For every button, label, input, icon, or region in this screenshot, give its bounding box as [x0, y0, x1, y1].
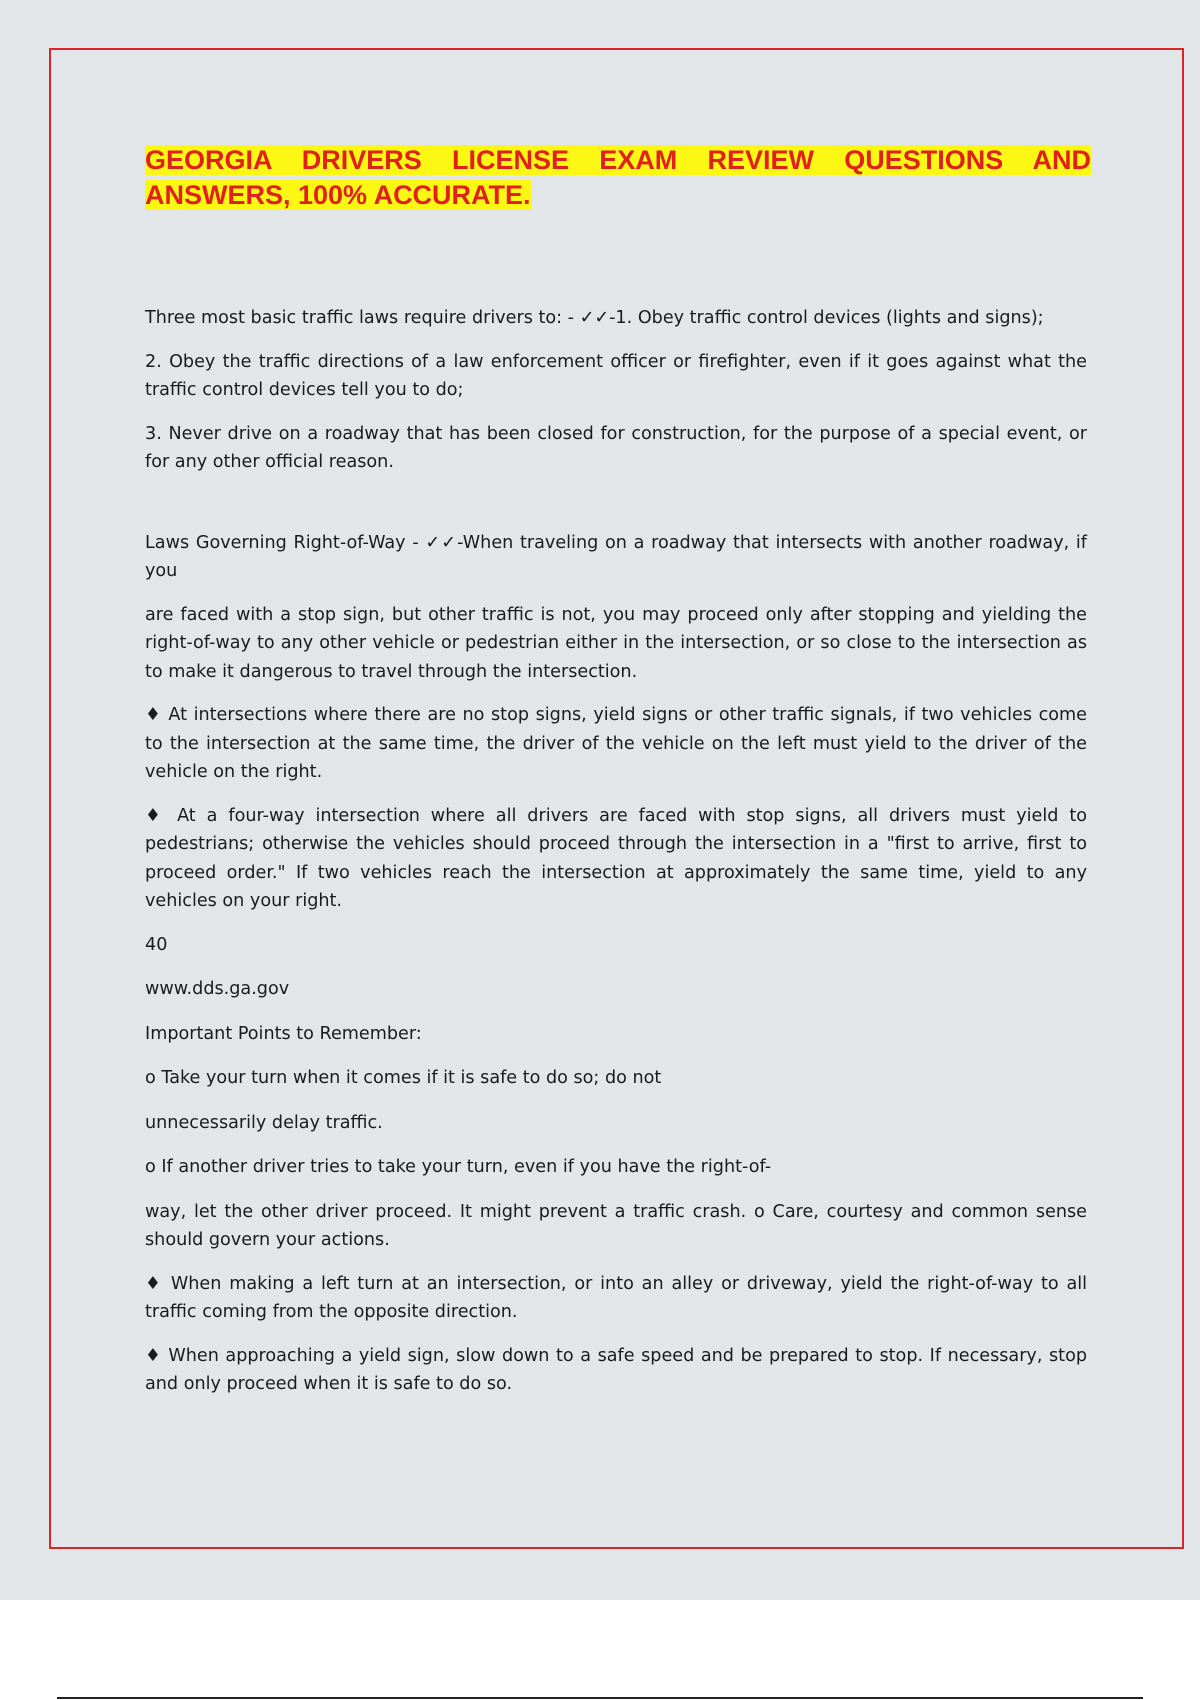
paragraph-four-way-bullet: ♦ At a four-way intersection where all drivers are faced with stop signs, all drivers must yield to pedestrians; otherwise the vehicles should proceed through the intersection in a "first to arrive, first to proceed order." If two vehicles reach the intersection at approximately the same time, yield to any vehicles on your right. — [145, 805, 1087, 911]
list-item-take-turn: o Take your turn when it comes if it is safe to do so; do not — [145, 1068, 662, 1088]
paragraph-basic-laws-3: 3. Never drive on a roadway that has been closed for construction, for the purpose of a special event, or for any other official reason. — [145, 423, 1087, 472]
document-title — [145, 143, 1091, 213]
points-heading: Important Points to Remember: — [145, 1023, 422, 1044]
website-url: www.dds.ga.gov — [145, 979, 290, 999]
title-highlight: GEORGIA DRIVERS LICENSE EXAM REVIEW QUESTIONS AND ANSWERS, 100% ACCURATE. — [145, 145, 1091, 210]
document-body — [145, 304, 1087, 1414]
title-block — [145, 143, 1091, 213]
paragraph-yield-sign-bullet: ♦ When approaching a yield sign, slow down to a safe speed and be prepared to stop. If necessary, stop and only proceed when it is safe to do so. — [145, 1345, 1087, 1394]
list-item-take-turn-cont: unnecessarily delay traffic. — [145, 1112, 383, 1133]
paragraph-right-of-way-intro: Laws Governing Right-of-Way - ✓✓-When traveling on a roadway that intersects with another roadway, if you — [145, 532, 1087, 581]
paragraph-basic-laws-intro: Three most basic traffic laws require drivers to: - ✓✓-1. Obey traffic control devices (lights and signs); — [145, 308, 1044, 328]
paragraph-stop-sign: are faced with a stop sign, but other traffic is not, you may proceed only after stopping and yielding the right-of-way to any other vehicle or pedestrian either in the intersection, or so close to the intersection as to make it dangerous to travel through the intersection. — [145, 604, 1087, 682]
list-item-other-driver-cont: way, let the other driver proceed. It might prevent a traffic crash. o Care, courtesy and common sense should govern your actions. — [145, 1201, 1087, 1250]
paragraph-no-signs-bullet: ♦ At intersections where there are no stop signs, yield signs or other traffic signals, if two vehicles come to the intersection at the same time, the driver of the vehicle on the left must yield to the driver of the vehicle on the right. — [145, 705, 1087, 782]
page-number: 40 — [145, 934, 168, 955]
footer-divider — [57, 1697, 1143, 1699]
paragraph-left-turn-bullet: ♦ When making a left turn at an intersection, or into an alley or driveway, yield the right-of-way to all traffic coming from the opposite direction. — [145, 1273, 1087, 1322]
paragraph-basic-laws-2: 2. Obey the traffic directions of a law enforcement officer or firefighter, even if it goes against what the traffic control devices tell you to do; — [145, 351, 1087, 400]
list-item-other-driver: o If another driver tries to take your turn, even if you have the right-of- — [145, 1157, 772, 1177]
